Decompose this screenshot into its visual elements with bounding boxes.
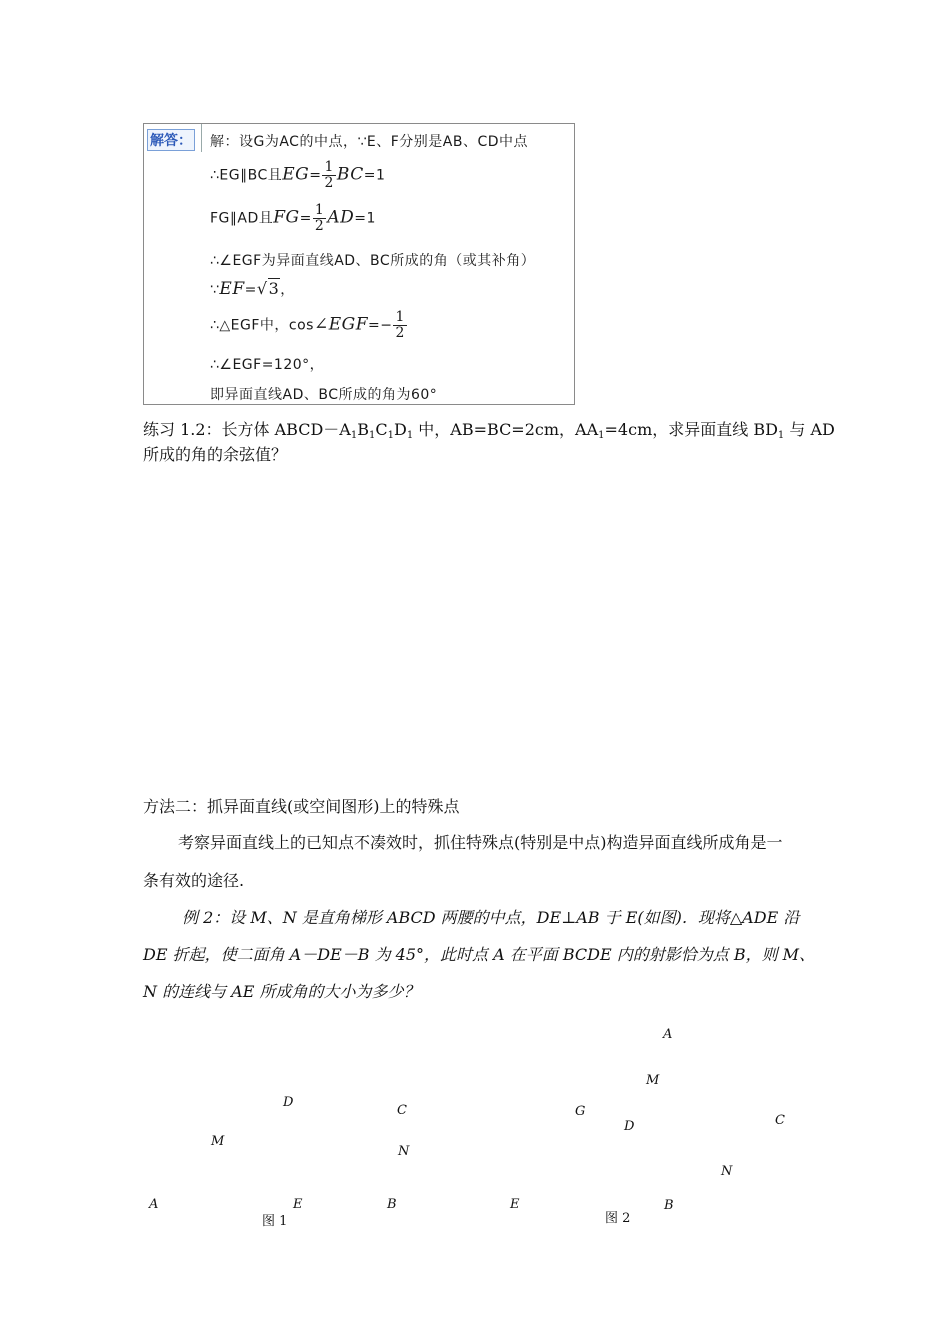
example2-line-1: 例 2：设 M、N 是直角梯形 ABCD 两腰的中点，DE⊥AB 于 E(如图)．现将△ADE 沿: [182, 908, 800, 927]
figure-2-caption: 图 2: [605, 1211, 631, 1226]
solution-line-7: ∴∠EGF=120°，: [210, 357, 325, 373]
fig2-label-A: A: [663, 1027, 673, 1042]
fig2-label-B: B: [664, 1198, 674, 1213]
exercise-line-2: 所成的角的余弦值？: [143, 445, 288, 464]
fig2-label-D: D: [624, 1119, 635, 1134]
solution-line-1: 解：设G为AC的中点，∵E、F分别是AB、CD中点: [210, 134, 528, 150]
fig2-label-C: C: [775, 1113, 785, 1128]
solution-line-8: 即异面直线AD、BC所成的角为60°: [210, 387, 438, 403]
method2-para-line-2: 条有效的途径.: [143, 871, 245, 890]
fraction: $\frac{1}{2}$: [324, 159, 334, 191]
exercise-line-1: 练习 1.2：长方体 $ABCD-A_1B_1C_1D_1$ 中，AB=BC=2cm，$AA_1=4cm$，求异面直线 $BD_1$ 与 AD: [143, 420, 835, 441]
solution-line-4: ∴∠EGF为异面直线AD、BC所成的角（或其补角）: [210, 253, 536, 269]
fig2-label-E: E: [510, 1197, 520, 1212]
solution-line-2: ∴EG∥BC且EG= $\frac{1}{2}$ BC=1: [210, 159, 386, 191]
fraction: $\frac{1}{2}$: [314, 202, 325, 234]
fig1-label-M: M: [211, 1134, 225, 1149]
figure-1-caption: 图 1: [262, 1214, 288, 1229]
solution-tag-divider: [201, 124, 202, 152]
fig1-label-C: C: [397, 1103, 407, 1118]
example2-line-3: N 的连线与 AE 所成角的大小为多少？: [143, 982, 420, 1001]
fig1-label-N: N: [398, 1144, 410, 1159]
method2-para-line-1: 考察异面直线上的已知点不凑效时，抓住特殊点(特别是中点)构造异面直线所成角是一: [178, 833, 783, 852]
fig1-label-A: A: [149, 1197, 159, 1212]
fraction: $\frac{1}{2}$: [395, 309, 405, 341]
square-root: √3: [256, 279, 280, 298]
method2-heading: 方法二：抓异面直线(或空间图形)上的特殊点: [143, 797, 460, 816]
fig1-label-B: B: [387, 1197, 397, 1212]
solution-tag: 解答：: [147, 129, 195, 151]
solution-line-6: ∴△EGF中，cos∠EGF=− $\frac{1}{2}$: [210, 309, 405, 341]
example2-line-2: DE 折起，使二面角 A－DE－B 为 45°，此时点 A 在平面 BCDE 内的射影恰为点 B，则 M、: [143, 945, 816, 964]
fig2-label-M: M: [646, 1073, 660, 1088]
fig1-label-D: D: [283, 1095, 294, 1110]
fig2-label-G: G: [575, 1104, 586, 1119]
fig1-label-E: E: [293, 1197, 303, 1212]
fig2-label-N: N: [721, 1164, 733, 1179]
solution-line-5: ∵EF=√3，: [210, 279, 295, 299]
solution-line-3: FG∥AD且FG= $\frac{1}{2}$ AD=1: [210, 202, 376, 234]
